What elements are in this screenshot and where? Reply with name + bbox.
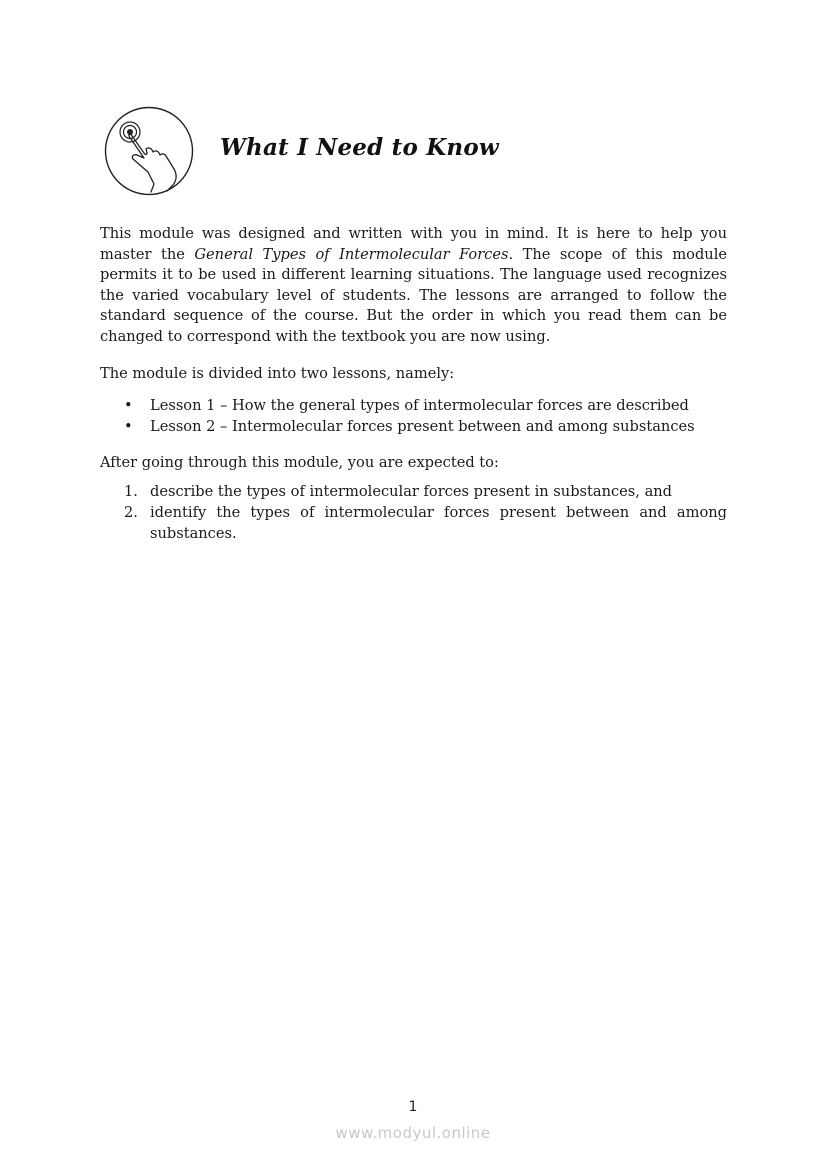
lessons-list (100, 395, 727, 437)
objective-1-text: describe the types of intermolecular forces present in substances, and (150, 483, 673, 500)
module-title-emphasis: General Types of Intermolecular Forces (194, 245, 509, 263)
watermark: www.modyul.online (335, 1124, 491, 1142)
objectives-list (100, 482, 727, 544)
bullet-icon: • (124, 397, 133, 414)
list-item (100, 503, 727, 545)
list-item (100, 416, 727, 437)
intro-paragraph (100, 224, 727, 348)
intro-text-part1: This module was designed and written with you in mind. It is here to help you master the (100, 225, 727, 263)
section-header (104, 106, 724, 198)
objectives-lead: After going through this module, you are expected to: (100, 454, 499, 471)
list-item (100, 482, 727, 503)
intro-text-part2: . The scope of this module permits it to be used in different learning situations. The language used recognizes the varied vocabulary level of students. The lessons are arranged to follow the standard sequence of the course. But the order in which you read them can be changed to correspond with the textbook you are now using. (100, 245, 727, 345)
objective-2-text: identify the types of intermolecular forces present between and among substances. (150, 503, 727, 542)
section-title: What I Need to Know (220, 134, 499, 161)
list-item (100, 395, 727, 416)
lesson-2-text: Lesson 2 – Intermolecular forces present between and among substances (150, 418, 695, 435)
bullet-icon: • (124, 418, 133, 435)
pointing-hand-touch-icon (104, 106, 196, 198)
lessons-lead: The module is divided into two lessons, namely: (100, 365, 455, 382)
lesson-1-text: Lesson 1 – How the general types of intermolecular forces are described (150, 397, 689, 414)
item-number: 1. (124, 483, 138, 500)
page-number: 1 (408, 1099, 418, 1115)
item-number: 2. (124, 503, 138, 521)
